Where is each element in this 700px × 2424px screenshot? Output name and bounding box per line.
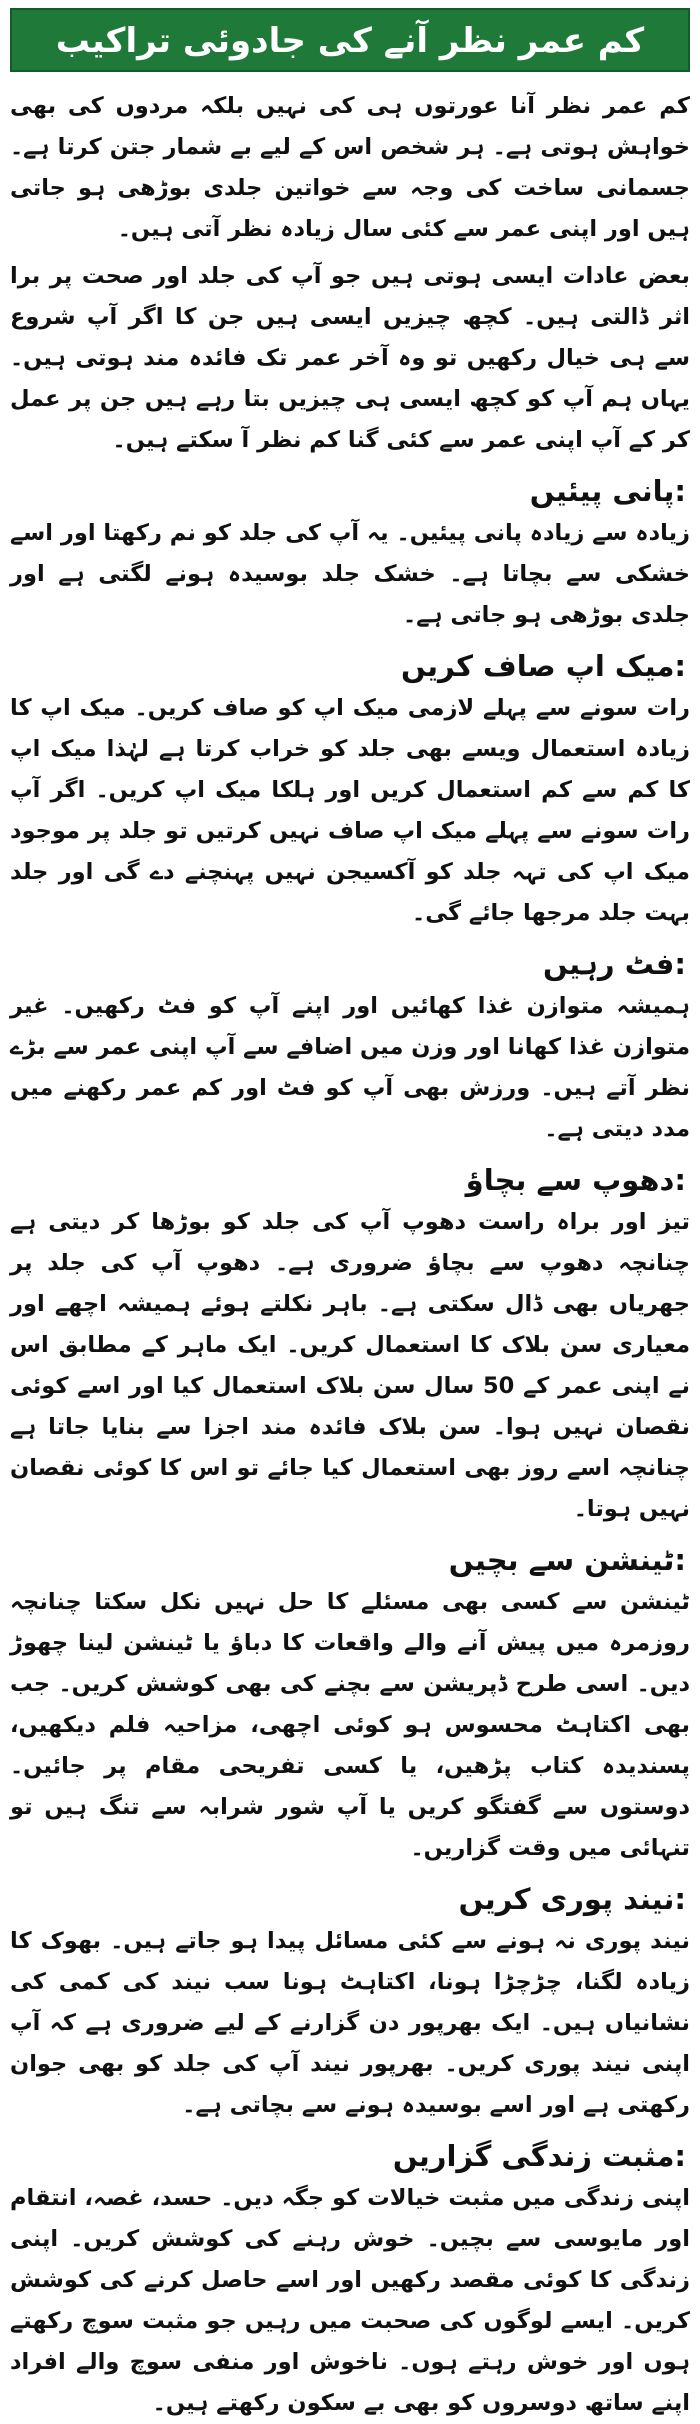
- section-positive-life: [10, 2136, 690, 2424]
- section-heading: :ٹینشن سے بچیں: [448, 1543, 686, 1577]
- intro-paragraph-2: بعض عادات ایسی ہوتی ہیں جو آپ کی جلد اور صحت پر برا اثر ڈالتی ہیں۔ کچھ چیزیں ایسی ہیں جن کا اگر آپ شروع سے ہی خیال رکھیں تو وہ آخر عمر تک فائدہ مند ہوتی ہیں۔ یہاں ہم آپ کو کچھ ایسی ہی چیزیں بتا رہے ہیں جن پر عمل کر کے آپ اپنی عمر سے کئی گنا کم نظر آ سکتے ہیں۔: [10, 263, 690, 453]
- section-heading: :نیند پوری کریں: [458, 1882, 686, 1916]
- page-title: کم عمر نظر آنے کی جادوئی تراکیب: [55, 20, 645, 61]
- section-text: رات سونے سے پہلے لازمی میک اپ کو صاف کریں۔ میک اپ کا زیادہ استعمال ویسے بھی جلد کو خراب کرتا ہے لہٰذا میک اپ کا کم سے کم استعمال کریں اور ہلکا میک اپ کریں۔ اگر آپ رات سونے سے پہلے میک اپ صاف نہیں کرتیں تو جلد پر موجود میک اپ کی تہہ جلد کو آکسیجن نہیں پہنچنے دے گی اور جلد بہت جلد مرجھا جائے گی۔: [10, 695, 690, 926]
- section-text: اپنی زندگی میں مثبت خیالات کو جگہ دیں۔ حسد، غصہ، انتقام اور مایوسی سے بچیں۔ خوش رہنے کی کوشش کریں۔ اپنی زندگی کا کوئی مقصد رکھیں اور اسے حاصل کرنے کی کوشش کریں۔ ایسے لوگوں کی صحبت میں رہیں جو مثبت سوچ رکھتے ہوں اور خوش رہتے ہوں۔ ناخوش اور منفی سوچ والے افراد اپنے ساتھ دوسروں کو بھی بے سکون رکھتے ہیں۔: [10, 2185, 690, 2416]
- section-stay-fit: [10, 944, 690, 1150]
- section-avoid-tension: [10, 1540, 690, 1869]
- section-heading: :پانی پیئیں: [529, 474, 686, 508]
- section-full-sleep: [10, 1879, 690, 2126]
- section-heading: :فٹ رہیں: [542, 947, 686, 981]
- section-text: زیادہ سے زیادہ پانی پیئیں۔ یہ آپ کی جلد کو نم رکھتا اور اسے خشکی سے بچاتا ہے۔ خشک جلد بوسیدہ ہونے لگتی ہے اور جلدی بوڑھی ہو جاتی ہے۔: [10, 520, 690, 628]
- section-remove-makeup: [10, 646, 690, 934]
- section-drink-water: [10, 471, 690, 636]
- section-text: نیند پوری نہ ہونے سے کئی مسائل پیدا ہو جاتے ہیں۔ بھوک کا زیادہ لگنا، چڑچڑا ہونا، اکتاہٹ ہونا سب نیند کی کمی کی نشانیاں ہیں۔ ایک بھرپور دن گزارنے کے لیے ضروری ہے کہ آپ اپنی نیند پوری کریں۔ بھرپور نیند آپ کی جلد کو بھی جوان رکھتی ہے اور اسے بوسیدہ ہونے سے بچاتی ہے۔: [10, 1928, 690, 2118]
- section-text: تیز اور براہ راست دھوپ آپ کی جلد کو بوڑھا کر دیتی ہے چنانچہ دھوپ سے بچاؤ ضروری ہے۔ دھوپ آپ کی جلد پر جھریاں بھی ڈال سکتی ہے۔ باہر نکلتے ہوئے ہمیشہ اچھے اور معیاری سن بلاک کا استعمال کریں۔ ایک ماہر کے مطابق اس نے اپنی عمر کے 50 سال سن بلاک استعمال کیا اور اسے کوئی نقصان نہیں ہوا۔ سن بلاک فائدہ مند اجزا سے بنایا جاتا ہے چنانچہ اسے روز بھی استعمال کیا جائے تو اس کا کوئی نقصان نہیں ہوتا۔: [10, 1209, 690, 1522]
- title-banner: [10, 8, 690, 72]
- section-text: ہمیشہ متوازن غذا کھائیں اور اپنے آپ کو فٹ رکھیں۔ غیر متوازن غذا کھانا اور وزن میں اضافے سے آپ اپنی عمر سے بڑے نظر آتے ہیں۔ ورزش بھی آپ کو فٹ اور کم عمر رکھنے میں مدد دیتی ہے۔: [10, 993, 690, 1142]
- section-heading: :میک اپ صاف کریں: [401, 649, 686, 683]
- intro-section: [10, 86, 690, 461]
- section-heading: :دھوپ سے بچاؤ: [465, 1163, 686, 1197]
- section-sun-protection: [10, 1160, 690, 1530]
- section-text: ٹینشن سے کسی بھی مسئلے کا حل نہیں نکل سکتا چنانچہ روزمرہ میں پیش آنے والے واقعات کا دباؤ یا ٹینشن لینا چھوڑ دیں۔ اسی طرح ڈپریشن سے بچنے کی بھی کوشش کریں۔ جب بھی اکتاہٹ محسوس ہو کوئی اچھی، مزاحیہ فلم دیکھیں، پسندیدہ کتاب پڑھیں، یا کسی تفریحی مقام پر جائیں۔ دوستوں سے گفتگو کریں یا آپ شور شرابہ سے تنگ ہیں تو تنہائی میں وقت گزاریں۔: [10, 1589, 690, 1861]
- intro-paragraph-1: کم عمر نظر آنا عورتوں ہی کی نہیں بلکہ مردوں کی بھی خواہش ہوتی ہے۔ ہر شخص اس کے لیے بے شمار جتن کرتا ہے۔ جسمانی ساخت کی وجہ سے خواتین جلدی بوڑھی ہو جاتی ہیں اور اپنی عمر سے کئی سال زیادہ نظر آتی ہیں۔: [10, 93, 690, 242]
- section-heading: :مثبت زندگی گزاریں: [392, 2139, 686, 2173]
